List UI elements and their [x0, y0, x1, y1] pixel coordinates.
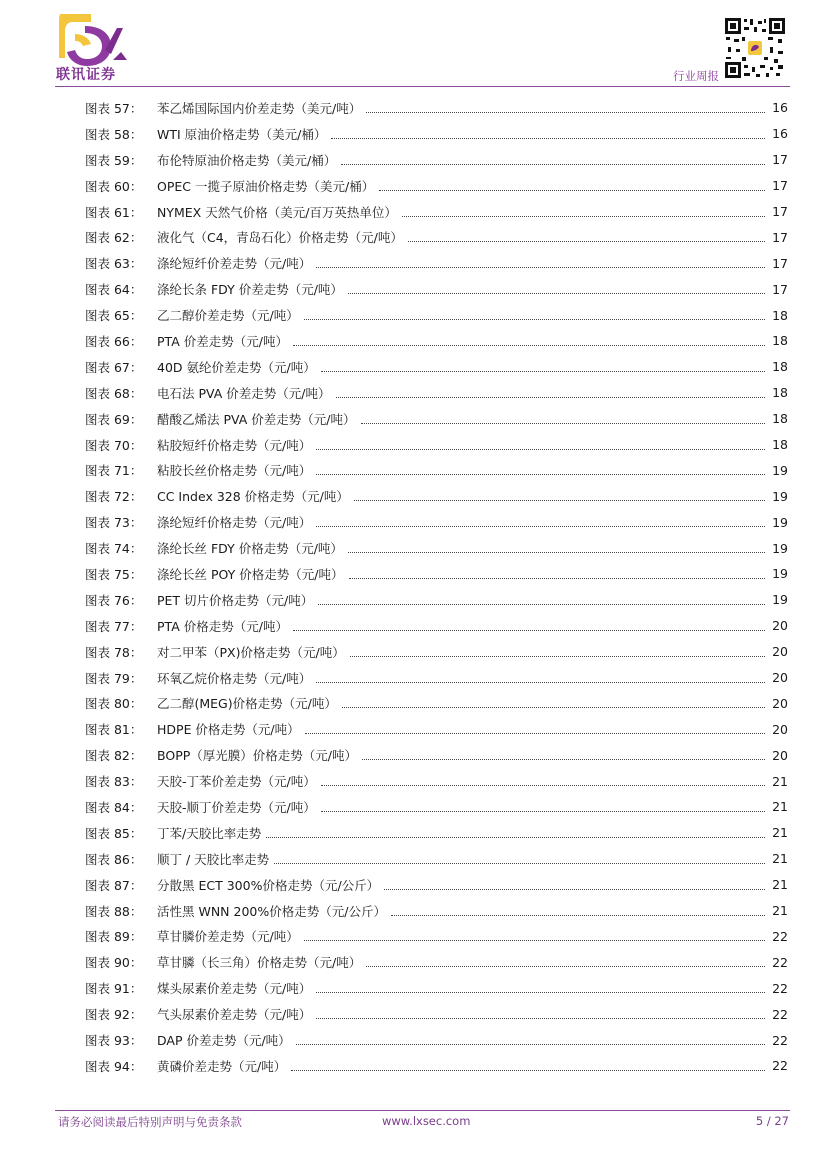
toc-entry-label: 图表 67：	[85, 359, 143, 375]
toc-entry-label: 图表 82：	[85, 748, 143, 764]
toc-dot-leader	[341, 163, 765, 165]
toc-entry-label: 图表 66：	[85, 333, 143, 349]
toc-entry-title: 环氧乙烷价格走势（元/吨）	[157, 670, 312, 686]
toc-entry-label: 图表 71：	[85, 463, 143, 479]
toc-entry-title: WTI 原油价格走势（美元/桶）	[157, 126, 327, 142]
toc-entry-title: DAP 价差走势（元/吨）	[157, 1033, 291, 1048]
report-type-label: 行业周报	[673, 69, 719, 83]
toc-dot-leader	[293, 344, 765, 346]
toc-entry-title: 布伦特原油价格走势（美元/桶）	[157, 152, 337, 168]
toc-entry-page: 18	[772, 307, 788, 323]
page-header	[0, 0, 827, 90]
toc-entry-title: OPEC 一揽子原油价格走势（美元/桶）	[157, 178, 375, 194]
toc-entry-title: 天胶-顺丁价差走势（元/吨）	[157, 799, 316, 815]
toc-dot-leader	[318, 603, 765, 605]
toc-entry-page: 21	[772, 825, 788, 841]
toc-entry-label: 图表 69：	[85, 411, 143, 427]
toc-dot-leader	[361, 422, 766, 424]
toc-entry-page: 18	[772, 411, 788, 427]
toc-dot-leader	[391, 914, 765, 916]
toc-dot-leader	[354, 499, 765, 501]
toc-entry-label: 图表 78：	[85, 644, 143, 660]
toc-entry-label: 图表 79：	[85, 670, 143, 686]
toc-entry[interactable]	[85, 224, 788, 250]
toc-dot-leader	[384, 888, 765, 890]
toc-entry[interactable]	[85, 820, 788, 846]
toc-dot-leader	[316, 525, 765, 527]
toc-entry[interactable]	[85, 406, 788, 432]
toc-entry-title: 粘胶长丝价格走势（元/吨）	[157, 463, 312, 479]
toc-entry-label: 图表 60：	[85, 178, 143, 194]
toc-dot-leader	[274, 862, 765, 864]
toc-entry-title: 黄磷价差走势（元/吨）	[157, 1058, 287, 1074]
toc-entry-label: 图表 76：	[85, 592, 143, 608]
toc-dot-leader	[316, 991, 765, 993]
toc-dot-leader	[316, 681, 765, 683]
toc-entry[interactable]	[85, 354, 788, 380]
toc-entry-title: 涤纶短纤价格走势（元/吨）	[157, 515, 312, 531]
toc-entry[interactable]	[85, 742, 788, 768]
toc-dot-leader	[305, 732, 765, 734]
toc-entry-page: 17	[772, 152, 788, 168]
toc-dot-leader	[366, 111, 765, 113]
toc-entry-page: 22	[772, 954, 788, 970]
toc-entry-page: 18	[772, 333, 788, 349]
toc-entry-page: 22	[772, 928, 788, 944]
toc-entry[interactable]	[85, 949, 788, 975]
toc-entry[interactable]	[85, 665, 788, 691]
toc-entry[interactable]	[85, 846, 788, 872]
toc-dot-leader	[349, 577, 766, 579]
toc-entry-page: 20	[772, 747, 788, 763]
toc-entry-title: 天胶-丁苯价差走势（元/吨）	[157, 774, 316, 790]
toc-entry[interactable]	[85, 199, 788, 225]
toc-dot-leader	[293, 629, 765, 631]
toc-dot-leader	[336, 396, 766, 398]
toc-entry[interactable]	[85, 872, 788, 898]
toc-entry-page: 22	[772, 1058, 788, 1074]
toc-entry-title: 涤纶长丝 FDY 价格走势（元/吨）	[157, 541, 343, 557]
toc-entry-page: 18	[772, 385, 788, 401]
toc-entry-page: 18	[772, 359, 788, 375]
toc-dot-leader	[304, 318, 765, 320]
toc-entry-page: 19	[772, 592, 788, 608]
toc-entry-label: 图表 58：	[85, 126, 143, 142]
toc-entry-title: 涤纶长条 FDY 价差走势（元/吨）	[157, 282, 343, 298]
toc-entry-title: 涤纶短纤价差走势（元/吨）	[157, 256, 312, 272]
toc-entry-title: 乙二醇价差走势（元/吨）	[157, 308, 299, 324]
toc-entry-title: 粘胶短纤价格走势（元/吨）	[157, 437, 312, 453]
toc-entry-page: 17	[772, 281, 788, 297]
toc-entry-page: 20	[772, 670, 788, 686]
toc-entry[interactable]	[85, 639, 788, 665]
toc-dot-leader	[408, 240, 765, 242]
toc-entry-label: 图表 59：	[85, 152, 143, 168]
toc-entry[interactable]	[85, 924, 788, 950]
toc-entry-title: 醋酸乙烯法 PVA 价差走势（元/吨）	[157, 411, 356, 427]
toc-entry-title: 苯乙烯国际国内价差走势（美元/吨）	[157, 100, 362, 116]
toc-entry-page: 17	[772, 255, 788, 271]
footer-disclaimer: 请务必阅读最后特别声明与免责条款	[58, 1115, 242, 1129]
toc-entry[interactable]	[85, 121, 788, 147]
toc-entry-page: 19	[772, 540, 788, 556]
toc-dot-leader	[266, 836, 765, 838]
toc-entry-title: 涤纶长丝 POY 价格走势（元/吨）	[157, 566, 344, 582]
toc-entry-title: 气头尿素价差走势（元/吨）	[157, 1007, 312, 1023]
toc-entry-label: 图表 80：	[85, 696, 143, 712]
toc-dot-leader	[304, 939, 765, 941]
toc-entry[interactable]	[85, 457, 788, 483]
toc-entry-title: NYMEX 天然气价格（美元/百万英热单位）	[157, 204, 397, 220]
toc-entry-page: 19	[772, 566, 788, 582]
toc-dot-leader	[296, 1043, 765, 1045]
toc-entry-label: 图表 72：	[85, 489, 143, 505]
toc-entry-page: 20	[772, 721, 788, 737]
toc-entry-label: 图表 81：	[85, 722, 143, 738]
toc-entry-page: 21	[772, 851, 788, 867]
toc-entry-label: 图表 68：	[85, 385, 143, 401]
toc-dot-leader	[321, 370, 765, 372]
toc-entry[interactable]	[85, 1027, 788, 1053]
toc-entry[interactable]	[85, 768, 788, 794]
toc-dot-leader	[316, 1017, 765, 1019]
toc-entry[interactable]	[85, 380, 788, 406]
footer-page-indicator: 5 / 27	[755, 1114, 789, 1128]
toc-dot-leader	[348, 551, 765, 553]
toc-entry-page: 17	[772, 204, 788, 219]
toc-entry-label: 图表 65：	[85, 308, 143, 324]
toc-entry-label: 图表 85：	[85, 825, 143, 841]
qr-code	[724, 17, 786, 79]
toc-entry-page: 21	[772, 799, 788, 815]
toc-entry-title: 电石法 PVA 价差走势（元/吨）	[157, 385, 331, 401]
toc-dot-leader	[402, 215, 765, 217]
toc-entry-label: 图表 84：	[85, 799, 143, 815]
toc-entry-title: 顺丁 / 天胶比率走势	[157, 851, 270, 867]
toc-entry[interactable]	[85, 898, 788, 924]
toc-entry-title: 对二甲苯（PX)价格走势（元/吨）	[157, 644, 345, 660]
toc-entry-label: 图表 75：	[85, 566, 143, 582]
toc-entry-title: BOPP（厚光膜）价格走势（元/吨）	[157, 748, 357, 764]
toc-entry-page: 17	[772, 178, 788, 194]
toc-entry[interactable]	[85, 276, 788, 302]
toc-entry[interactable]	[85, 302, 788, 328]
toc-entry-label: 图表 87：	[85, 877, 143, 893]
toc-dot-leader	[348, 292, 765, 294]
toc-dot-leader	[321, 784, 765, 786]
toc-entry-page: 20	[772, 644, 788, 660]
toc-dot-leader	[316, 266, 765, 268]
toc-entry-page: 17	[772, 229, 788, 245]
toc-entry-page: 21	[772, 877, 788, 893]
toc-entry[interactable]	[85, 613, 788, 639]
toc-dot-leader	[366, 965, 765, 967]
toc-entry-title: PTA 价格走势（元/吨）	[157, 618, 288, 634]
footer-website[interactable]: www.lxsec.com	[382, 1114, 471, 1128]
toc-entry[interactable]	[85, 509, 788, 535]
toc-entry-label: 图表 62：	[85, 230, 143, 246]
toc-dot-leader	[379, 189, 765, 191]
toc-entry-page: 22	[772, 1032, 788, 1048]
toc-entry-page: 21	[772, 903, 788, 919]
toc-entry-label: 图表 61：	[85, 204, 143, 220]
toc-entry[interactable]	[85, 535, 788, 561]
table-of-figures	[85, 95, 788, 1079]
toc-entry-label: 图表 88：	[85, 903, 143, 919]
toc-entry-page: 22	[772, 980, 788, 996]
toc-dot-leader	[362, 758, 765, 760]
toc-entry-page: 16	[772, 100, 788, 116]
toc-entry-label: 图表 90：	[85, 955, 143, 971]
toc-dot-leader	[321, 810, 765, 812]
toc-entry-label: 图表 92：	[85, 1007, 143, 1023]
toc-entry-title: HDPE 价格走势（元/吨）	[157, 722, 300, 738]
toc-entry[interactable]	[85, 587, 788, 613]
toc-entry-label: 图表 83：	[85, 774, 143, 790]
toc-entry-label: 图表 77：	[85, 618, 143, 634]
toc-entry-title: 草甘膦（长三角）价格走势（元/吨）	[157, 955, 362, 971]
company-logo-text: 联讯证券	[56, 67, 116, 83]
toc-dot-leader	[316, 473, 765, 475]
toc-entry[interactable]	[85, 250, 788, 276]
toc-entry-page: 19	[772, 488, 788, 504]
toc-dot-leader	[291, 1069, 765, 1071]
toc-entry-label: 图表 63：	[85, 256, 143, 272]
toc-entry[interactable]	[85, 95, 788, 121]
toc-entry-page: 19	[772, 514, 788, 530]
toc-entry-page: 22	[772, 1006, 788, 1022]
toc-entry-title: PTA 价差走势（元/吨）	[157, 333, 288, 349]
toc-entry-label: 图表 73：	[85, 515, 143, 531]
toc-entry-page: 18	[772, 437, 788, 453]
toc-entry[interactable]	[85, 173, 788, 199]
toc-entry-label: 图表 57：	[85, 100, 143, 116]
toc-entry-page: 19	[772, 462, 788, 478]
toc-entry-page: 16	[772, 126, 788, 142]
header-divider	[55, 86, 790, 87]
toc-dot-leader	[331, 137, 765, 139]
toc-entry-title: CC Index 328 价格走势（元/吨）	[157, 489, 349, 505]
toc-dot-leader	[350, 655, 765, 657]
toc-entry-title: 分散黑 ECT 300%价格走势（元/公斤）	[157, 877, 380, 893]
toc-entry-title: 活性黑 WNN 200%价格走势（元/公斤）	[157, 903, 386, 919]
toc-entry-title: 液化气（C4，青岛石化）价格走势（元/吨）	[157, 230, 403, 246]
toc-entry-page: 20	[772, 618, 788, 634]
toc-entry[interactable]	[85, 690, 788, 716]
toc-entry-label: 图表 74：	[85, 541, 143, 557]
toc-entry[interactable]	[85, 432, 788, 458]
toc-entry-label: 图表 93：	[85, 1033, 143, 1048]
toc-entry[interactable]	[85, 483, 788, 509]
toc-entry-title: 乙二醇(MEG)价格走势（元/吨）	[157, 696, 337, 712]
toc-entry-title: 草甘膦价差走势（元/吨）	[157, 929, 299, 945]
toc-entry[interactable]	[85, 1001, 788, 1027]
toc-entry-label: 图表 91：	[85, 981, 143, 997]
toc-entry-title: PET 切片价格走势（元/吨）	[157, 592, 314, 608]
toc-entry-label: 图表 64：	[85, 282, 143, 298]
toc-dot-leader	[316, 448, 765, 450]
toc-entry[interactable]	[85, 328, 788, 354]
toc-entry-label: 图表 70：	[85, 437, 143, 453]
toc-entry-page: 21	[772, 773, 788, 789]
toc-entry-title: 煤头尿素价差走势（元/吨）	[157, 981, 312, 997]
toc-entry[interactable]	[85, 561, 788, 587]
toc-entry-page: 20	[772, 695, 788, 711]
toc-entry-label: 图表 86：	[85, 851, 143, 867]
toc-entry-title: 丁苯/天胶比率走势	[157, 825, 262, 841]
footer-divider	[55, 1110, 790, 1111]
toc-entry[interactable]	[85, 1053, 788, 1079]
toc-dot-leader	[342, 706, 765, 708]
toc-entry-label: 图表 94：	[85, 1058, 143, 1074]
toc-entry[interactable]	[85, 716, 788, 742]
toc-entry[interactable]	[85, 147, 788, 173]
toc-entry-title: 40D 氨纶价差走势（元/吨）	[157, 359, 316, 375]
toc-entry[interactable]	[85, 975, 788, 1001]
toc-entry[interactable]	[85, 794, 788, 820]
toc-entry-label: 图表 89：	[85, 929, 143, 945]
